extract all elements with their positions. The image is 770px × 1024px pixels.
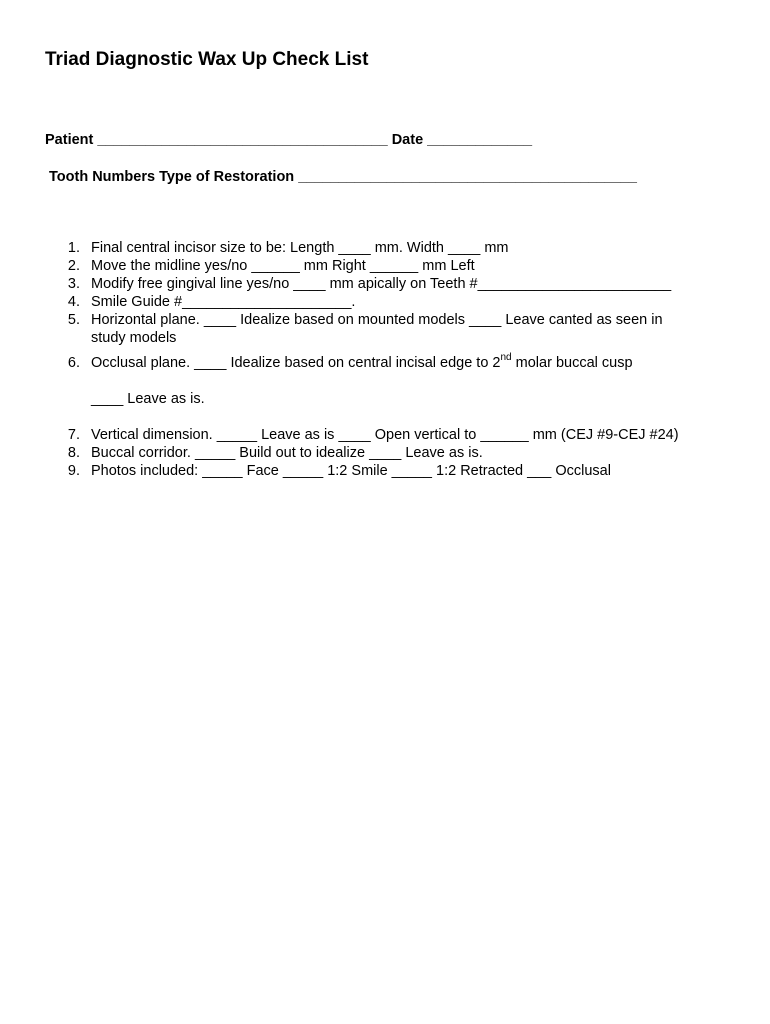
item-number: 3.	[67, 276, 80, 292]
item-text	[91, 354, 633, 372]
item-text: Horizontal plane. ____ Idealize based on mounted models ____ Leave canted as seen in	[91, 312, 663, 328]
item-text: Photos included: _____ Face _____ 1:2 Smile _____ 1:2 Retracted ___ Occlusal	[91, 463, 611, 479]
item-number: 9.	[67, 463, 80, 479]
item-text-before: Occlusal plane. ____ Idealize based on central incisal edge to 2	[91, 355, 501, 371]
item-number: 8.	[67, 445, 80, 461]
item-number: 1.	[67, 240, 80, 256]
item-text: Smile Guide #_____________________.	[91, 294, 356, 310]
item-number: 6.	[67, 355, 80, 371]
page-title: Triad Diagnostic Wax Up Check List	[45, 49, 369, 70]
item-number: 4.	[67, 294, 80, 310]
item-number: 5.	[67, 312, 80, 328]
item-text-continuation: study models	[91, 330, 177, 346]
item-text: Modify free gingival line yes/no ____ mm apically on Teeth #________________________	[91, 276, 672, 292]
item-number: 2.	[67, 258, 80, 274]
patient-date-field-line: Patient ____________________________________ Date _____________	[45, 132, 533, 148]
item-text: Move the midline yes/no ______ mm Right ______ mm Left	[91, 258, 475, 274]
item-text: Vertical dimension. _____ Leave as is ____ Open vertical to ______ mm (CEJ #9-CEJ #24)	[91, 427, 679, 443]
item-text: Final central incisor size to be: Length ____ mm. Width ____ mm	[91, 240, 509, 256]
item-text-after: molar buccal cusp	[511, 355, 633, 371]
ordinal-superscript: nd	[500, 352, 512, 363]
tooth-numbers-field-line: Tooth Numbers Type of Restoration __________________________________________	[49, 169, 637, 185]
item-text: Buccal corridor. _____ Build out to idealize ____ Leave as is.	[91, 445, 483, 461]
item-text-continuation: ____ Leave as is.	[91, 391, 205, 407]
item-number: 7.	[67, 427, 80, 443]
